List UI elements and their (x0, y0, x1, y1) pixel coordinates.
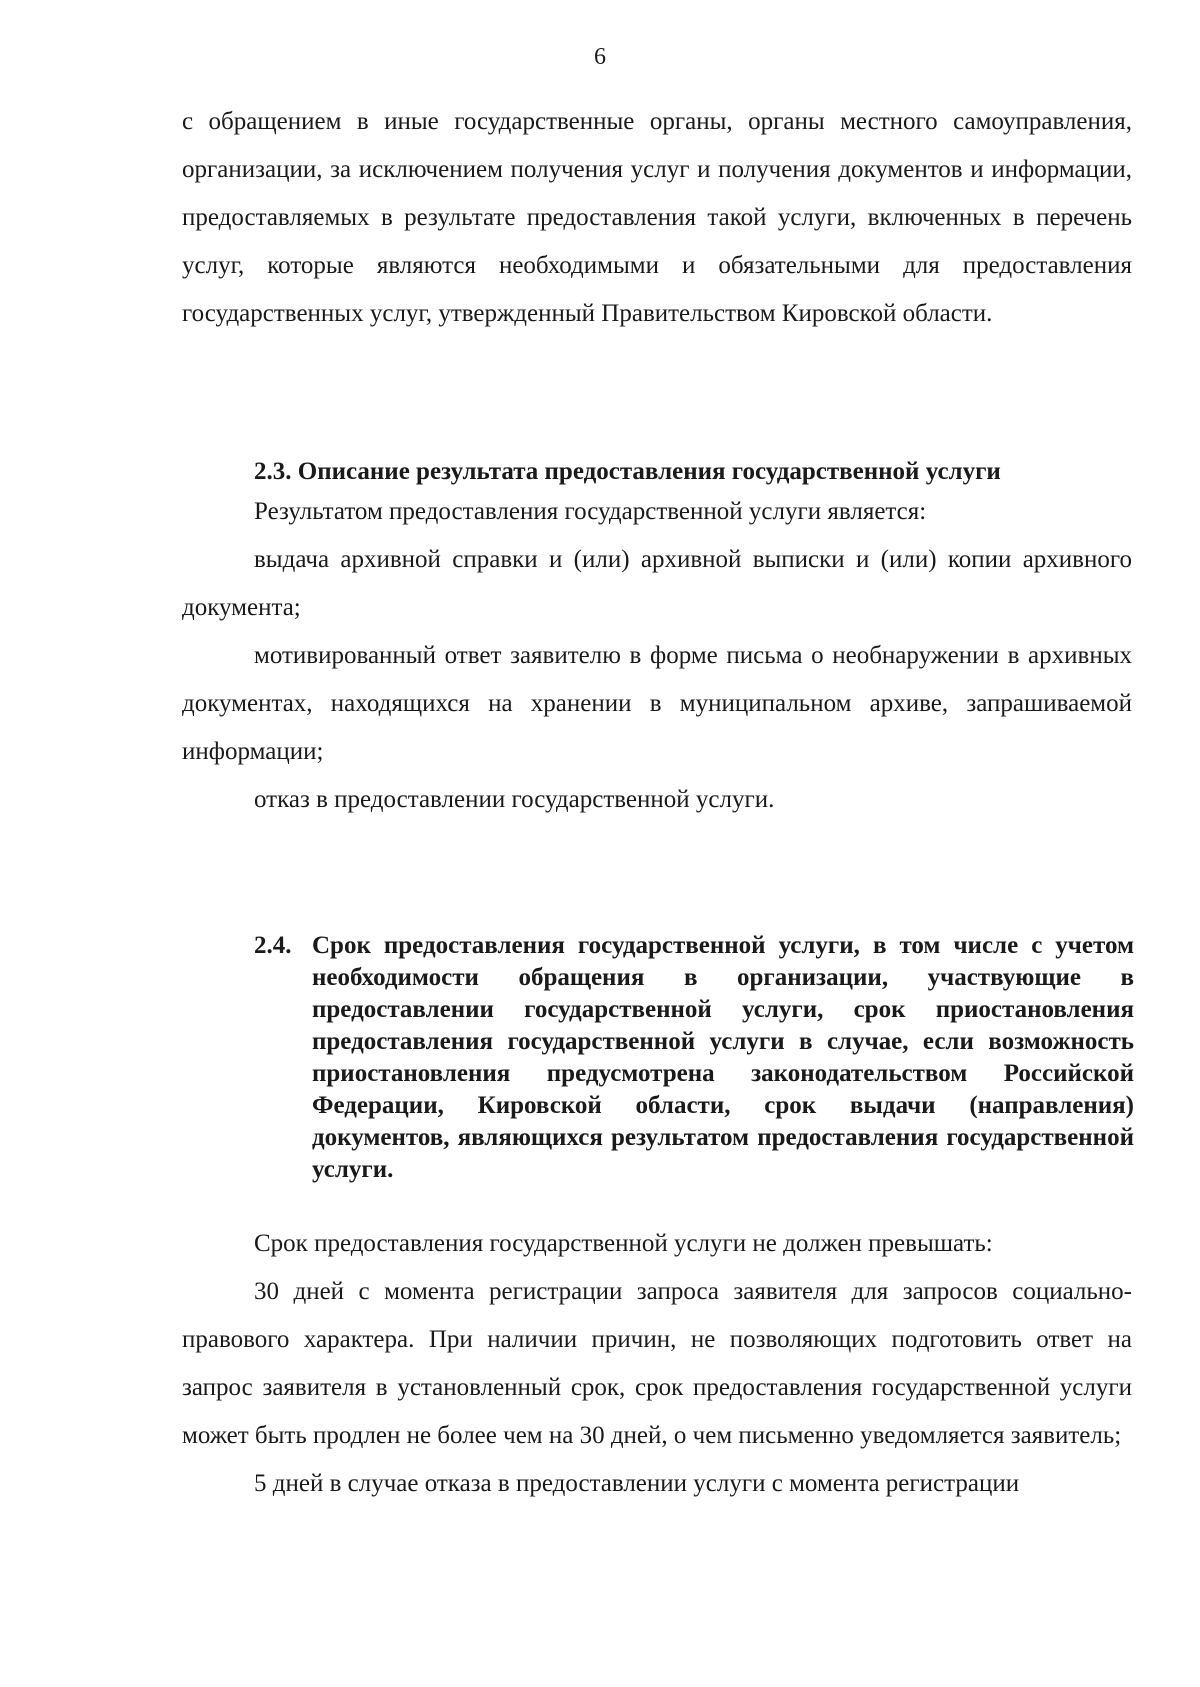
section-2-4-number: 2.4. (254, 932, 292, 959)
section-2-3-paragraph: мотивированный ответ заявителю в форме письма о необнаружении в архивных документах, находящихся на хранении в муниципальном архиве, запрашиваемой информации; (182, 642, 1132, 765)
section-2-3-heading: 2.3. Описание результата предоставления государственной услуги (254, 458, 1001, 485)
section-2-3-paragraph: Результатом предоставления государственной услуги является: (254, 498, 927, 525)
section-2-4-paragraph: 5 дней в случае отказа в предоставлении услуги с момента регистрации (254, 1470, 1020, 1497)
section-2-4-heading (254, 930, 1134, 1186)
section-2-4-paragraph: 30 дней с момента регистрации запроса заявителя для запросов социально-правового характера. При наличии причин, не позволяющих подготовить ответ на запрос заявителя в установленный срок, срок предоставления государственной услуги может быть продлен не более чем на 30 дней, о чем письменно уведомляется заявитель; (182, 1278, 1132, 1449)
section-2-4-title: Срок предоставления государственной услуги, в том числе с учетом необходимости обращения в организации, участвующие в предоставлении государственной услуги, срок приостановления предоставления государственной услуги в случае, если возможность приостановления предусмотрена законодательством Российской Федерации, Кировской области, срок выдачи (направления) документов, являющихся результатом предоставления государственной услуги. (312, 932, 1134, 1183)
section-2-4-paragraph: Срок предоставления государственной услуги не должен превышать: (254, 1230, 993, 1257)
page-number: 6 (594, 44, 606, 70)
intro-paragraph: с обращением в иные государственные органы, органы местного самоуправления, организации, за исключением получения услуг и получения документов и информации, предоставляемых в результате предоставления такой услуги, включенных в перечень услуг, которые являются необходимыми и обязательными для предоставления государственных услуг, утвержденный Правительством Кировской области. (182, 108, 1132, 327)
intro-paragraph-block (182, 98, 1132, 338)
section-2-3-body (182, 488, 1132, 824)
section-2-3-paragraph: выдача архивной справки и (или) архивной выписки и (или) копии архивного документа; (182, 546, 1132, 621)
section-2-4-body (182, 1220, 1132, 1508)
section-2-3-paragraph: отказ в предоставлении государственной услуги. (254, 786, 775, 813)
